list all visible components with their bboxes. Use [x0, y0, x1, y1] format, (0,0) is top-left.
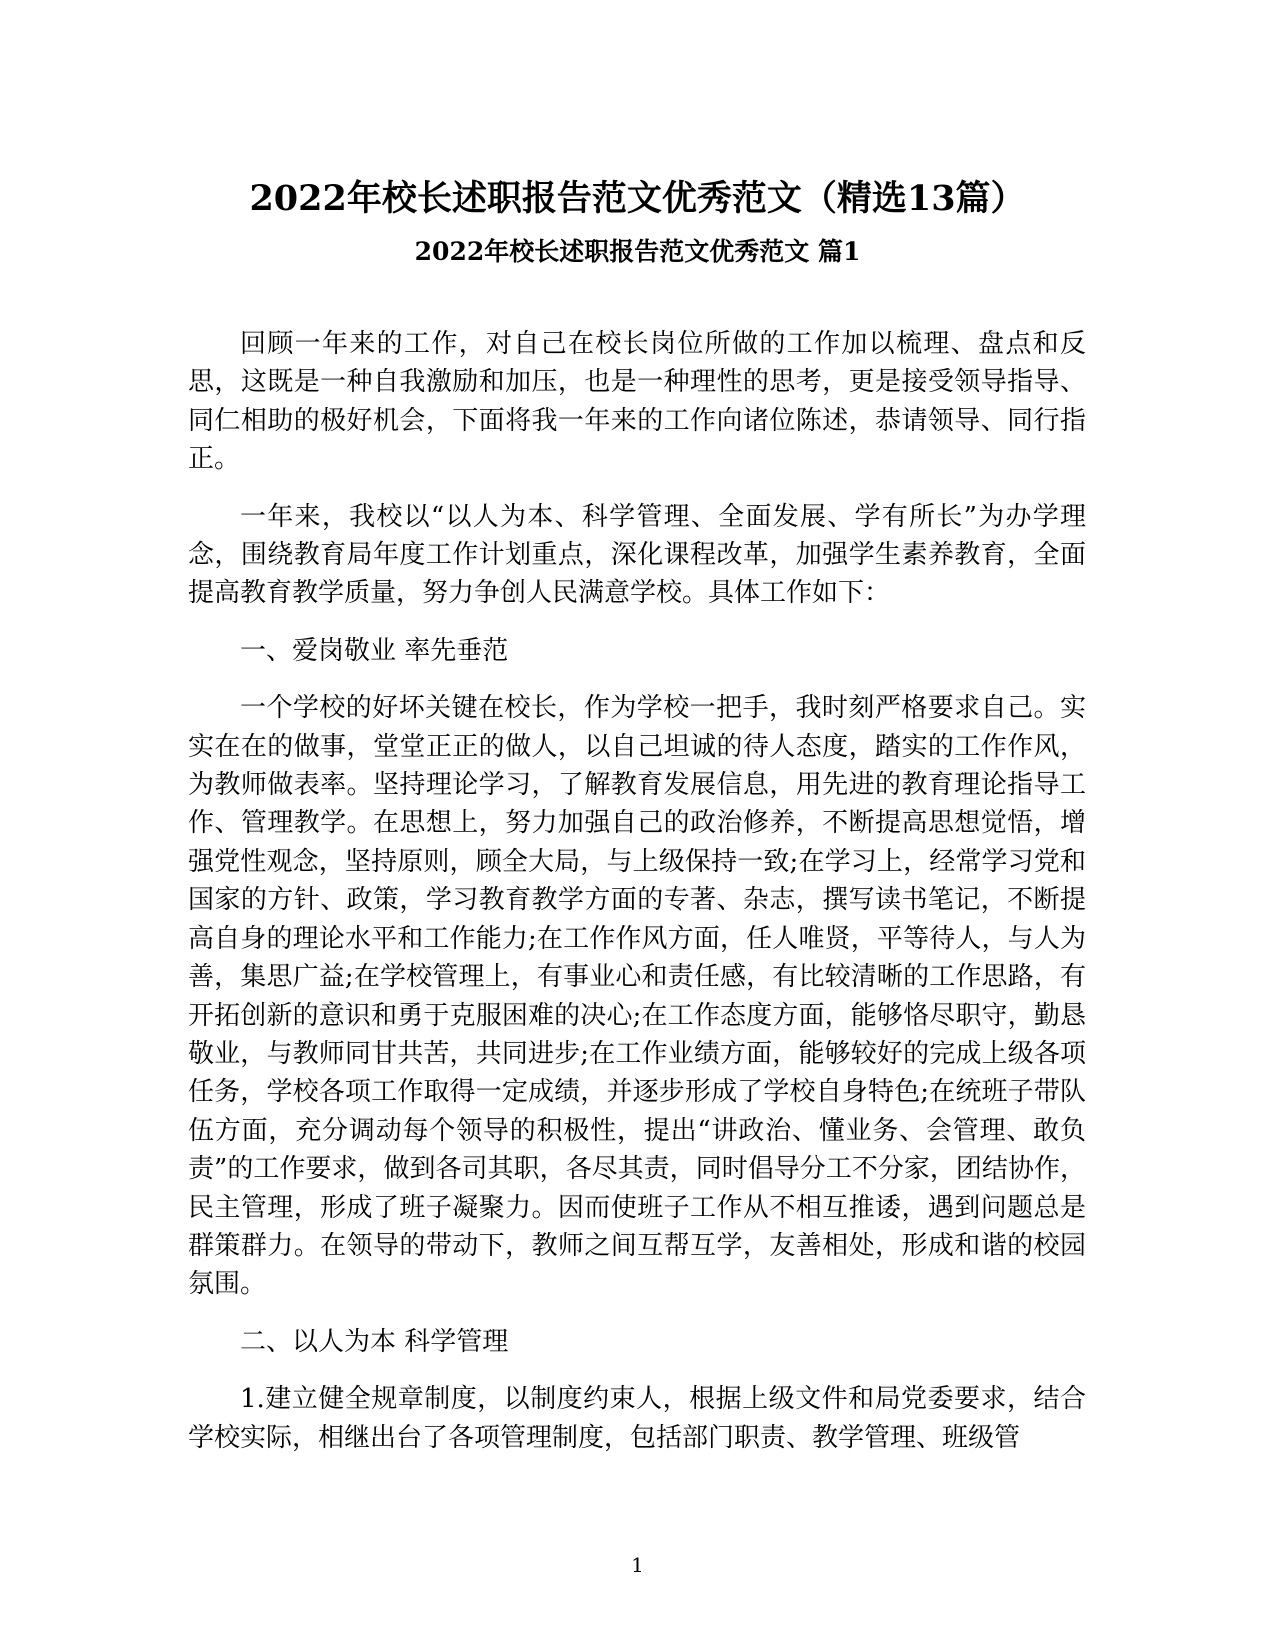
section-title: 2022年校长述职报告范文优秀范文 篇1 — [414, 237, 861, 266]
paragraph-section-2-item-1: 1.建立健全规章制度，以制度约束人，根据上级文件和局党委要求，结合学校实际，相继出台了各项管理制度，包括部门职责、教学管理、班级管 — [188, 1384, 1086, 1453]
subheading-2: 二、以人为本 科学管理 — [240, 1326, 509, 1357]
paragraph-section-1: 一个学校的好坏关键在校长，作为学校一把手，我时刻严格要求自己。实实在在的做事，堂堂正正的做人，以自己坦诚的待人态度，踏实的工作作风，为教师做表率。坚持理论学习，了解教育发展信息，用先进的教育理论指导工作、管理教学。在思想上，努力加强自己的政治修养，不断提高思想觉悟，增强党性观念，坚持原则，顾全大局，与上级保持一致;在学习上，经常学习党和国家的方针、政策，学习教育教学方面的专著、杂志，撰写读书笔记，不断提高自身的理论水平和工作能力;在工作作风方面，任人唯贤，平等待人，与人为善，集思广益;在学校管理上，有事业心和责任感，有比较清晰的工作思路，有开拓创新的意识和勇于克服困难的决心;在工作态度方面，能够恪尽职守，勤恳敬业，与教师同甘共苦，共同进步;在工作业绩方面，能够较好的完成上级各项任务，学校各项工作取得一定成绩，并逐步形成了学校自身特色;在统班子带队伍方面，充分调动每个领导的积极性，提出“讲政治、懂业务、会管理、敢负责”的工作要求，做到各司其职，各尽其责，同时倡导分工不分家，团结协作，民主管理，形成了班子凝聚力。因而使班子工作从不相互推诿，遇到问题总是群策群力。在领导的带动下，教师之间互帮互学，友善相处，形成和谐的校园氛围。 — [188, 693, 1086, 1300]
paragraph-overview: 一年来，我校以“以人为本、科学管理、全面发展、学有所长”为办学理念，围绕教育局年度工作计划重点，深化课程改革，加强学生素养教育，全面提高教育教学质量，努力争创人民满意学校。具体工作如下： — [188, 501, 1086, 609]
page-number: 1 — [631, 1553, 644, 1577]
paragraph-intro: 回顾一年来的工作，对自己在校长岗位所做的工作加以梳理、盘点和反思，这既是一种自我激励和加压，也是一种理性的思考，更是接受领导指导、同仁相助的极好机会，下面将我一年来的工作向诸位陈述，恭请领导、同行指正。 — [188, 329, 1086, 475]
subheading-1: 一、爱岗敬业 率先垂范 — [240, 635, 509, 666]
document-title: 2022年校长述职报告范文优秀范文（精选13篇） — [249, 178, 1026, 219]
document-body — [188, 325, 1086, 1476]
